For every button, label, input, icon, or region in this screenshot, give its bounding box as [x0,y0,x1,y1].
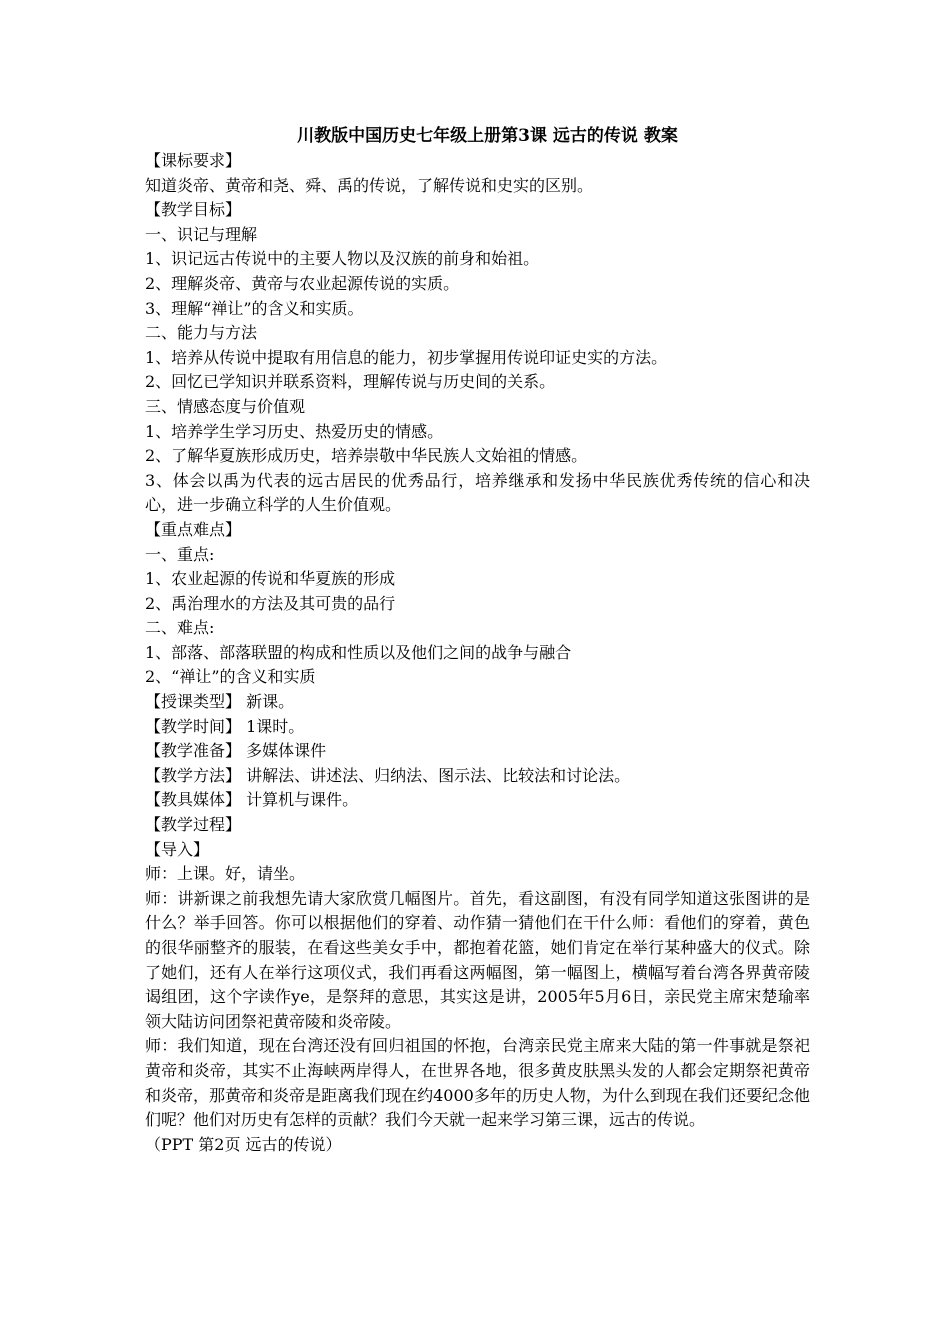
intro-paragraph: 师：讲新课之前我想先请大家欣赏几幅图片。首先，看这副图，有没有同学知道这张图讲的是什么？举手回答。你可以根据他们的穿着、动作猜一猜他们在干什么师：看他们的穿着，黄色的很华丽整齐的服装，在看这些美女手中，都抱着花篮，她们肯定在举行某种盛大的仪式。除了她们，还有人在举行这项仪式，我们再看这两幅图，第一幅图上，横幅写着台湾各界黄帝陵谒组团，这个字读作ye，是祭拜的意思，其实这是讲，2005年5月6日，亲民党主席宋楚瑜率领大陆访问团祭祀黄帝陵和炎帝陵。 [145,888,810,1031]
subheading-line: 一、识记与理解 [145,224,258,244]
text-line: 师：上课。好，请坐。 [145,864,306,884]
lesson-prep-line: 【教学准备】 多媒体课件 [145,741,327,761]
subheading-line: 三、情感态度与价值观 [145,396,306,416]
section-heading-intro: 【导入】 [145,839,210,859]
lesson-media-line: 【教具媒体】 计算机与课件。 [145,790,359,810]
section-heading-objectives: 【教学目标】 [145,200,242,220]
subheading-line: 二、能力与方法 [145,323,258,343]
text-line: 2、理解炎帝、黄帝与农业起源传说的实质。 [145,273,460,293]
taiwan-paragraph: 师：我们知道，现在台湾还没有回归祖国的怀抱，台湾亲民党主席来大陆的第一件事就是祭祀黄帝和炎帝，其实不止海峡两岸得人，在世界各地，很多黄皮肤黑头发的人都会定期祭祀黄帝和炎帝，那黄帝和炎帝是距离我们现在约4000多年的历史人物，为什么到现在我们还要纪念他们呢？他们对历史有怎样的贡献？我们今天就一起来学习第三课，远古的传说。 [145,1036,810,1130]
lesson-method-line: 【教学方法】 讲解法、讲述法、归纳法、图示法、比较法和讨论法。 [145,765,631,785]
text-line: 2、“禅让”的含义和实质 [145,667,316,687]
text-line: 2、回忆已学知识并联系资料，理解传说与历史间的关系。 [145,372,556,392]
document-title: 川教版中国历史七年级上册第3课 远古的传说 教案 [297,126,678,146]
lesson-time-line: 【教学时间】 1课时。 [145,716,305,736]
lesson-type-line: 【授课类型】 新课。 [145,692,295,712]
text-line: 1、部落、部落联盟的构成和性质以及他们之间的战争与融合 [145,642,572,662]
document-body [145,123,810,1157]
subheading-line: 一、重点: [145,544,215,564]
text-line: 3、理解“禅让”的含义和实质。 [145,298,364,318]
section-heading-curriculum: 【课标要求】 [145,151,242,170]
values-paragraph: 3、体会以禹为代表的远古居民的优秀品行，培养继承和发扬中华民族优秀传统的信心和决心，进一步确立科学的人生价值观。 [145,470,810,515]
subheading-line: 二、难点: [145,618,215,638]
text-line: 1、农业起源的传说和华夏族的形成 [145,569,396,589]
section-heading-keypoints: 【重点难点】 [145,519,242,539]
ppt-note: （PPT 第2页 远古的传说） [145,1134,342,1154]
text-line: 1、培养从传说中提取有用信息的能力，初步掌握用传说印证史实的方法。 [145,347,668,367]
text-line: 2、禹治理水的方法及其可贵的品行 [145,593,396,613]
text-line: 1、培养学生学习历史、热爱历史的情感。 [145,421,444,441]
text-line: 1、识记远古传说中的主要人物以及汉族的前身和始祖。 [145,249,540,269]
text-line: 2、了解华夏族形成历史，培养崇敬中华民族人文始祖的情感。 [145,446,588,466]
text-line: 知道炎帝、黄帝和尧、舜、禹的传说，了解传说和史实的区别。 [145,175,594,195]
section-heading-process: 【教学过程】 [145,815,242,835]
